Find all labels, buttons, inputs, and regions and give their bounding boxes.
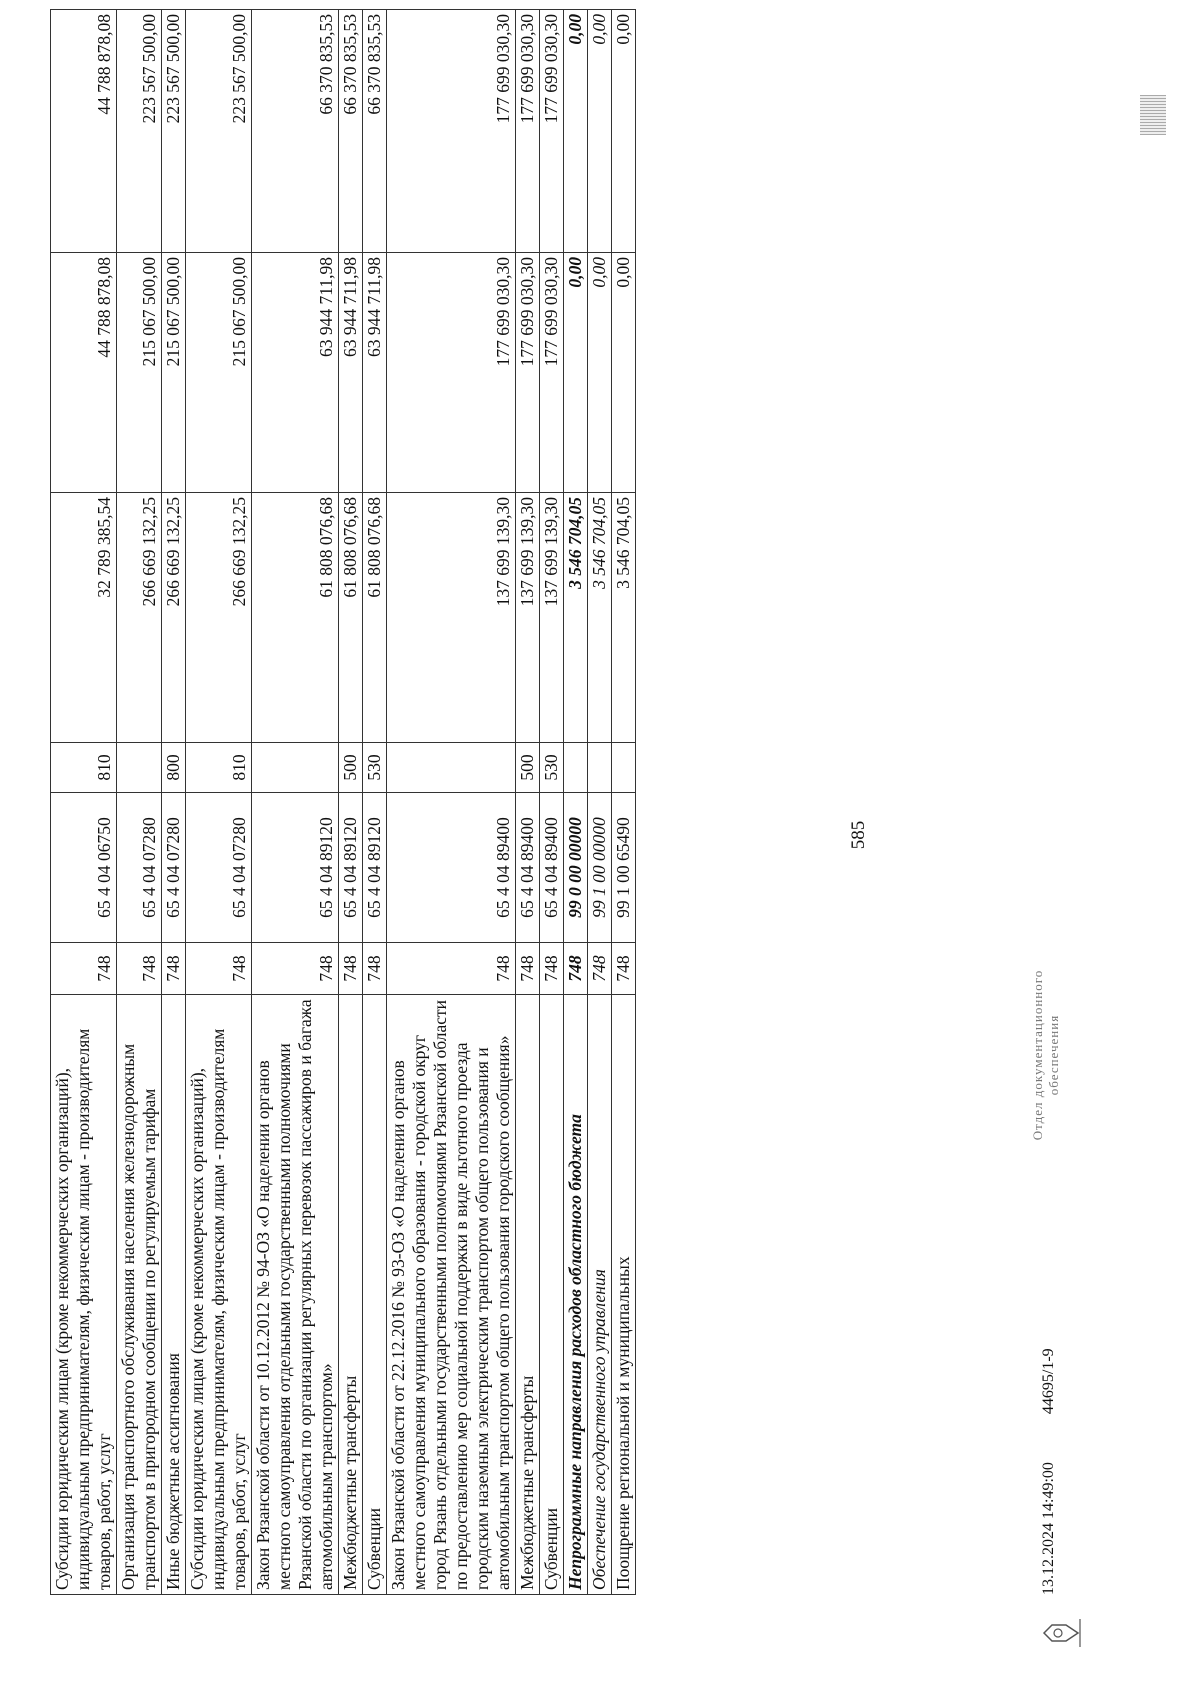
coat-of-arms-icon xyxy=(1040,1611,1084,1655)
row-amount-2026: 223 567 500,00 xyxy=(117,10,162,253)
table-row xyxy=(51,10,117,1595)
row-amount-2024: 61 808 076,68 xyxy=(339,493,363,743)
row-amount-2025: 0,00 xyxy=(588,253,612,493)
row-ved: 748 xyxy=(612,943,636,995)
row-amount-2024: 61 808 076,68 xyxy=(363,493,387,743)
row-name: Организация транспортного обслуживания населения железнодорожным транспортом в пригородном сообщении по регулируемым тарифам xyxy=(117,995,162,1595)
row-name: Субвенции xyxy=(540,995,564,1595)
table-row xyxy=(363,10,387,1595)
row-vr: 500 xyxy=(339,743,363,793)
row-amount-2025: 63 944 711,98 xyxy=(339,253,363,493)
table-row xyxy=(117,10,162,1595)
row-amount-2024: 266 669 132,25 xyxy=(186,493,252,743)
page-number: 585 xyxy=(848,820,869,850)
row-amount-2024: 137 699 139,30 xyxy=(387,493,516,743)
footer-doc-code: 44695/1-9 xyxy=(1040,1348,1057,1415)
row-amount-2025: 0,00 xyxy=(612,253,636,493)
row-csr: 65 4 04 89400 xyxy=(540,793,564,943)
row-vr xyxy=(564,743,588,793)
row-vr: 810 xyxy=(51,743,117,793)
row-ved: 748 xyxy=(540,943,564,995)
row-amount-2026: 0,00 xyxy=(564,10,588,253)
row-amount-2026: 177 699 030,30 xyxy=(387,10,516,253)
row-name: Поощрение региональной и муниципальных xyxy=(612,995,636,1595)
table-row xyxy=(612,10,636,1595)
row-amount-2024: 266 669 132,25 xyxy=(117,493,162,743)
row-vr: 530 xyxy=(363,743,387,793)
row-vr: 500 xyxy=(516,743,540,793)
row-amount-2026: 177 699 030,30 xyxy=(540,10,564,253)
row-csr: 99 1 00 65490 xyxy=(612,793,636,943)
row-vr: 530 xyxy=(540,743,564,793)
row-amount-2026: 44 788 878,08 xyxy=(51,10,117,253)
table-row xyxy=(387,10,516,1595)
row-csr: 99 0 00 00000 xyxy=(564,793,588,943)
row-ved: 748 xyxy=(117,943,162,995)
row-vr: 810 xyxy=(186,743,252,793)
scan-barcode-mark xyxy=(1140,95,1166,135)
row-csr: 65 4 04 89120 xyxy=(252,793,339,943)
row-amount-2024: 3 546 704,05 xyxy=(612,493,636,743)
row-amount-2026: 177 699 030,30 xyxy=(516,10,540,253)
row-vr xyxy=(117,743,162,793)
row-name: Непрограммные направления расходов областного бюджета xyxy=(564,995,588,1595)
row-csr: 99 1 00 00000 xyxy=(588,793,612,943)
row-name: Субсидии юридическим лицам (кроме некоммерческих организаций), индивидуальным предпринимателям, физическим лицам - производителям товаров, работ, услуг xyxy=(186,995,252,1595)
row-amount-2026: 66 370 835,53 xyxy=(252,10,339,253)
row-vr xyxy=(387,743,516,793)
row-amount-2025: 215 067 500,00 xyxy=(186,253,252,493)
table-row xyxy=(516,10,540,1595)
row-name: Закон Рязанской области от 10.12.2012 № 94-ОЗ «О наделении органов местного самоуправления отдельными государственными полномочиями Рязанской области по организации регулярных перевозок пассажиров и багажа автомобильным транспортом» xyxy=(252,995,339,1595)
row-amount-2024: 266 669 132,25 xyxy=(162,493,186,743)
row-amount-2026: 66 370 835,53 xyxy=(339,10,363,253)
row-ved: 748 xyxy=(339,943,363,995)
row-amount-2025: 177 699 030,30 xyxy=(387,253,516,493)
footer-meta xyxy=(1040,1348,1058,1595)
row-name: Межбюджетные трансферты xyxy=(339,995,363,1595)
table-row xyxy=(162,10,186,1595)
row-amount-2024: 3 546 704,05 xyxy=(588,493,612,743)
row-amount-2024: 3 546 704,05 xyxy=(564,493,588,743)
row-amount-2025: 177 699 030,30 xyxy=(516,253,540,493)
table-row xyxy=(564,10,588,1595)
row-amount-2026: 223 567 500,00 xyxy=(162,10,186,253)
row-vr xyxy=(252,743,339,793)
row-ved: 748 xyxy=(588,943,612,995)
table-row xyxy=(540,10,564,1595)
row-name: Обеспечение государственного управления xyxy=(588,995,612,1595)
row-amount-2026: 0,00 xyxy=(588,10,612,253)
row-amount-2025: 63 944 711,98 xyxy=(363,253,387,493)
department-stamp: Отдел документационного обеспечения xyxy=(1030,969,1061,1141)
row-ved: 748 xyxy=(363,943,387,995)
row-amount-2024: 137 699 139,30 xyxy=(516,493,540,743)
row-amount-2025: 63 944 711,98 xyxy=(252,253,339,493)
row-amount-2026: 223 567 500,00 xyxy=(186,10,252,253)
row-name: Межбюджетные трансферты xyxy=(516,995,540,1595)
row-ved: 748 xyxy=(186,943,252,995)
row-amount-2024: 137 699 139,30 xyxy=(540,493,564,743)
table-row xyxy=(252,10,339,1595)
row-amount-2026: 66 370 835,53 xyxy=(363,10,387,253)
row-amount-2025: 44 788 878,08 xyxy=(51,253,117,493)
row-vr xyxy=(588,743,612,793)
row-ved: 748 xyxy=(387,943,516,995)
row-csr: 65 4 04 07280 xyxy=(162,793,186,943)
row-vr: 800 xyxy=(162,743,186,793)
row-amount-2024: 32 789 385,54 xyxy=(51,493,117,743)
row-csr: 65 4 04 89400 xyxy=(516,793,540,943)
row-ved: 748 xyxy=(516,943,540,995)
table-row xyxy=(186,10,252,1595)
row-ved: 748 xyxy=(162,943,186,995)
row-name: Субсидии юридическим лицам (кроме некоммерческих организаций), индивидуальным предпринимателям, физическим лицам - производителям товаров, работ, услуг xyxy=(51,995,117,1595)
row-csr: 65 4 04 07280 xyxy=(186,793,252,943)
budget-table xyxy=(50,9,636,1595)
row-ved: 748 xyxy=(564,943,588,995)
row-amount-2025: 177 699 030,30 xyxy=(540,253,564,493)
row-ved: 748 xyxy=(252,943,339,995)
row-name: Закон Рязанской области от 22.12.2016 № 93-ОЗ «О наделении органов местного самоуправления муниципального образования - городской округ город Рязань отдельными государственными полномочиями Рязанской области по предоставлению мер социальной поддержки в виде льготного проезда городским наземным электрическим транспортом общего пользования и автомобильным транспортом общего пользования городского сообщения» xyxy=(387,995,516,1595)
row-csr: 65 4 04 06750 xyxy=(51,793,117,943)
row-amount-2025: 215 067 500,00 xyxy=(117,253,162,493)
footer-timestamp: 13.12.2024 14:49:00 xyxy=(1040,1462,1057,1595)
row-vr xyxy=(612,743,636,793)
table-row xyxy=(339,10,363,1595)
row-ved: 748 xyxy=(51,943,117,995)
row-name: Иные бюджетные ассигнования xyxy=(162,995,186,1595)
row-amount-2024: 61 808 076,68 xyxy=(252,493,339,743)
row-csr: 65 4 04 89120 xyxy=(363,793,387,943)
row-amount-2026: 0,00 xyxy=(612,10,636,253)
row-name: Субвенции xyxy=(363,995,387,1595)
table-row xyxy=(588,10,612,1595)
row-csr: 65 4 04 07280 xyxy=(117,793,162,943)
row-csr: 65 4 04 89120 xyxy=(339,793,363,943)
row-amount-2025: 0,00 xyxy=(564,253,588,493)
row-amount-2025: 215 067 500,00 xyxy=(162,253,186,493)
row-csr: 65 4 04 89400 xyxy=(387,793,516,943)
